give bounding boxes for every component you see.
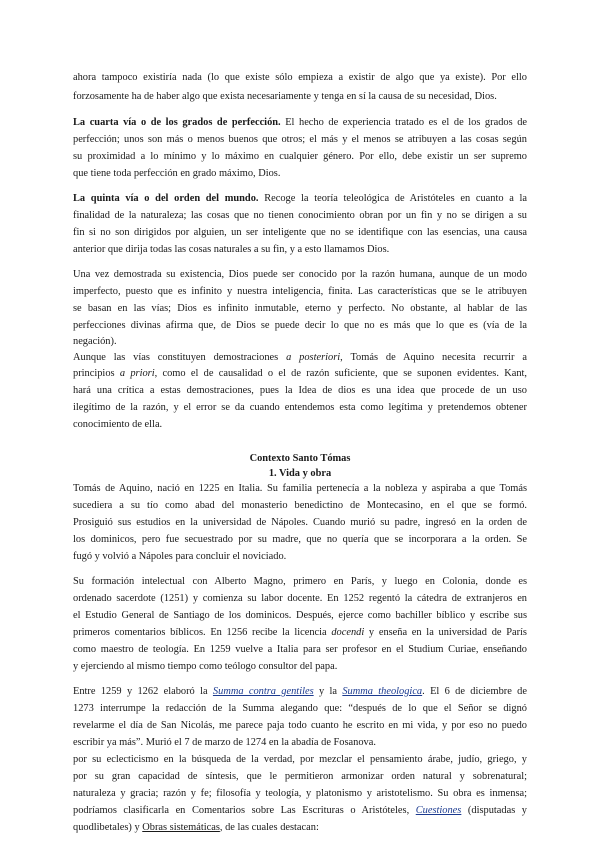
text-line — [73, 303, 527, 314]
text-line — [73, 805, 527, 816]
text-line — [73, 419, 527, 430]
text-run: su proximidad a lo mínimo y lo máximo en cualquier género. Por ello, debe existir un ser supremo — [73, 151, 527, 162]
text-line — [73, 320, 527, 331]
text-line — [73, 151, 527, 162]
text-line — [73, 551, 527, 562]
text-run: Aunque las vías constituyen demostraciones — [73, 352, 287, 363]
text-line — [73, 500, 527, 511]
text-line — [73, 193, 527, 204]
text-run: sucediera a su tío como abad del monasterio benedictino de Montecasino, en el que se formó. — [73, 500, 527, 511]
text-run: Una vez demostrada su existencia, Dios puede ser conocido por la razón humana, aunque de un modo — [73, 269, 527, 280]
text-run: el Estudio General de Santiago de los dominicos. Después, ejerce como bachiller bíblico y escribe sus — [73, 610, 527, 621]
text-run: Prosiguió sus estudios en la universidad de Nápoles. Cuando murió su padre, ingresó en la orden de — [73, 517, 527, 528]
text-line — [73, 703, 527, 714]
text-run: por su eclecticismo en la búsqueda de la verdad, por mezclar el pensamiento árabe, judío, griego, y — [73, 754, 527, 765]
text-run: ilegítimo de la razón, y el error se da cuando entendemos esta como legítima y pretendemos obtener — [73, 402, 527, 413]
text-run: , Tomás de Aquino necesita recurrir a — [340, 352, 527, 363]
bold-heading: Contexto Santo Tómas — [249, 453, 351, 464]
text-line — [73, 468, 527, 479]
text-line — [73, 385, 527, 396]
text-run: conocimiento de ella. — [73, 419, 163, 430]
text-line — [73, 661, 527, 672]
italic-term: a posteriori — [286, 352, 341, 363]
text-line — [73, 91, 527, 102]
text-run: revelarme el día de San Nicolás, me parece paja todo cuanto he escrito en mi vida, y por eso no puedo — [73, 720, 527, 731]
text-line — [73, 771, 527, 782]
text-run: fin si no son dirigidos por alguien, un ser inteligente que no se identifique con las esencias, una causa — [73, 227, 527, 238]
text-line — [73, 610, 527, 621]
text-line — [73, 534, 527, 545]
text-run: fugó y volvió a Nápoles para concluir el noviciado. — [73, 551, 287, 562]
text-run: forzosamente ha de haber algo que exista necesariamente y tenga en sí la causa de su necesidad, Dios. — [73, 91, 497, 102]
text-run: y ejerciendo al mismo tiempo como teólogo consultor del papa. — [73, 661, 338, 672]
italic-term: a priori — [119, 368, 155, 379]
text-line — [73, 517, 527, 528]
text-run: quodlibetales) y — [73, 822, 143, 833]
bold-heading: La quinta vía o del orden del mundo. — [73, 193, 259, 204]
italic-term: docendi — [331, 627, 365, 638]
cited-work-title: Cuestiones — [415, 805, 462, 816]
text-line — [73, 627, 527, 638]
text-run: Recoge la teoría teleológica de Aristóteles en cuanto a la — [258, 193, 528, 204]
text-line — [73, 483, 527, 494]
text-line — [73, 72, 527, 83]
text-line — [73, 336, 527, 347]
text-run: perfección; unos son más o menos buenos que otros; el más y el menos se atribuyen a las cosas según — [73, 134, 527, 145]
text-line — [73, 593, 527, 604]
text-run: y enseña en la universidad de París — [364, 627, 527, 638]
text-run: escribir ya más”. Murió el 7 de marzo de 1274 en la abadía de Fosanova. — [73, 737, 376, 748]
text-run: anterior que dirija todas las cosas naturales a su fin, y a esto llamamos Dios. — [73, 244, 390, 255]
text-line — [73, 117, 527, 128]
text-run: (disputadas y — [461, 805, 527, 816]
text-line — [73, 720, 527, 731]
text-run: El hecho de experiencia tratado es el de los grados de — [280, 117, 527, 128]
cited-work-title: Summa theologica — [342, 686, 423, 697]
text-run: , de las cuales destacan: — [219, 822, 319, 833]
text-line — [73, 244, 527, 255]
text-line — [73, 269, 527, 280]
text-run: . El 6 de diciembre de — [422, 686, 527, 697]
underlined-term: Obras sistemáticas — [142, 822, 220, 833]
text-line — [73, 352, 527, 363]
text-run: podríamos clasificarla en Comentarios sobre Las Escrituras o Aristóteles, — [73, 805, 416, 816]
text-line — [73, 402, 527, 413]
text-line — [73, 822, 527, 833]
text-run: 1273 interrumpe la redacción de la Summa alegando que: “después de lo que el Señor se dignó — [73, 703, 527, 714]
text-line — [73, 686, 527, 697]
bold-heading: 1. Vida y obra — [268, 468, 332, 479]
bold-heading: La cuarta vía o de los grados de perfección. — [73, 117, 281, 128]
text-line — [73, 644, 527, 655]
text-line — [73, 227, 527, 238]
text-run: y la — [313, 686, 343, 697]
text-line — [73, 210, 527, 221]
text-line — [73, 453, 527, 464]
text-line — [73, 788, 527, 799]
cited-work-title: Summa contra gentiles — [212, 686, 314, 697]
text-line — [73, 576, 527, 587]
text-line — [73, 286, 527, 297]
text-run: primeros comentarios bíblicos. En 1256 recibe la licencia — [73, 627, 332, 638]
text-run: ordenado sacerdote (1251) y comienza su labor docente. En 1252 regentó la cátedra de extranjeros en — [73, 593, 527, 604]
text-run: imperfecto, puesto que es infinito y nuestra inteligencia, finita. Las características que se le atribuyen — [73, 286, 527, 297]
text-line — [73, 737, 527, 748]
text-run: que tiene toda perfección en grado máximo, Dios. — [73, 168, 281, 179]
text-run: naturaleza y gracia; razón y fe; filosofía y teología, y platonismo y aristotelismo. Su obra es inmensa; — [73, 788, 527, 799]
text-line — [73, 168, 527, 179]
text-run: hará una crítica a estas demostraciones, pues la Idea de dios es una idea que procede de un uso — [73, 385, 527, 396]
text-run: Tomás de Aquino, nació en 1225 en Italia. Su familia pertenecía a la nobleza y aspiraba a que Tomás — [73, 483, 527, 494]
text-run: los dominicos, pero fue secuestrado por su madre, que no quería que se incorporara a la orden. Se — [73, 534, 527, 545]
text-run: Entre 1259 y 1262 elaboró la — [73, 686, 213, 697]
text-run: , como el de causalidad o el de razón suficiente, que se suponen evidentes. Kant, — [154, 368, 528, 379]
text-line — [73, 754, 527, 765]
text-run: por su gran capacidad de síntesis, que le permitieron armonizar orden natural y sobrenatural; — [73, 771, 527, 782]
text-line — [73, 134, 527, 145]
text-run: ahora tampoco existiría nada (lo que existe sólo empieza a existir de algo que ya existe). Por ello — [73, 72, 527, 83]
text-run: principios — [73, 368, 120, 379]
text-run: se basan en las vías; Dios es infinito inmutable, eterno y perfecto. No obstante, al hablar de las — [73, 303, 527, 314]
text-run: perfecciones divinas afirma que, de Dios se puede decir lo que no es más que lo que es (vía de la — [73, 320, 527, 331]
text-run: como maestro de teología. En 1259 vuelve a Italia para ser profesor en el Studium Curiae, enseñando — [73, 644, 527, 655]
text-run: Su formación intelectual con Alberto Magno, primero en París, y luego en Colonia, donde es — [73, 576, 527, 587]
text-run: negación). — [73, 336, 117, 347]
text-run: finalidad de la naturaleza; las cosas que no tienen conocimiento obran por un fin y no se dirigen a su — [73, 210, 527, 221]
text-line — [73, 368, 527, 379]
